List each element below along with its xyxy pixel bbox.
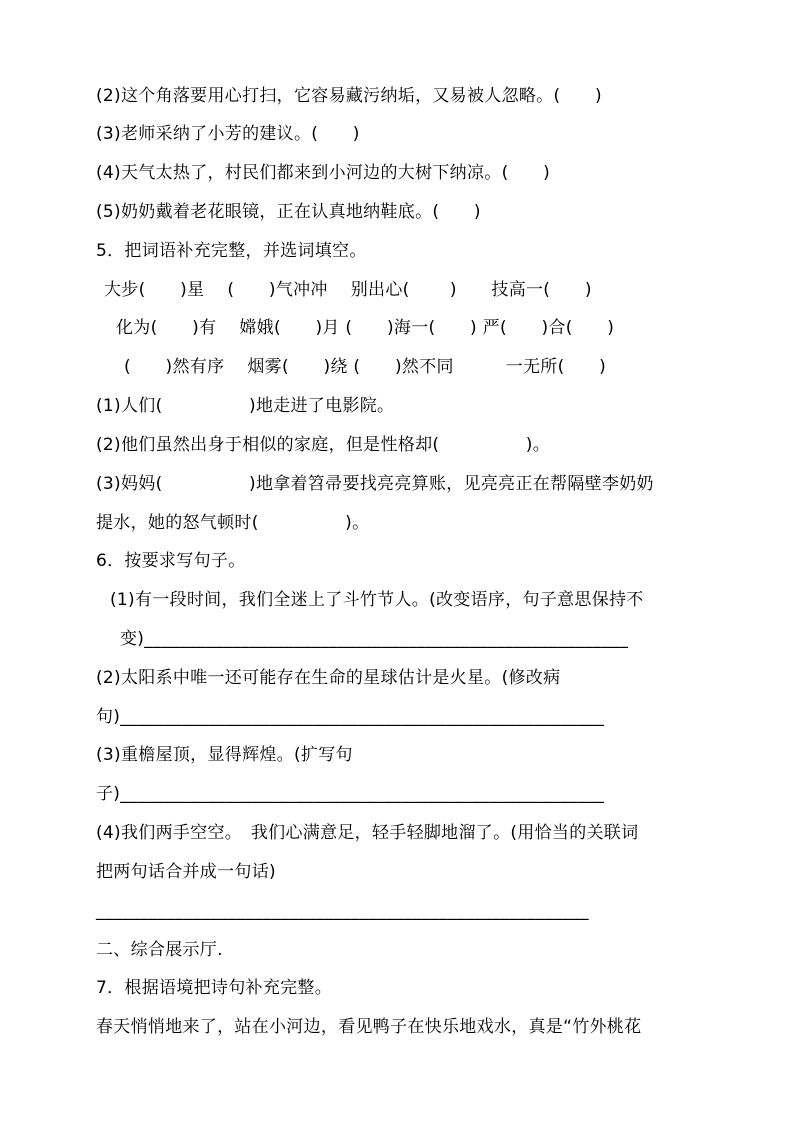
q6-item-2: (2)太阳系中唯一还可能存在生命的星球估计是火星。(修改病 [96,668,561,688]
q5-fill-2: (2)他们虽然出身于相似的家庭，但是性格却( )。 [96,435,551,455]
q6-item-4: (4)我们两手空空。 我们心满意足，轻手轻脚地溜了。(用恰当的关联词 [96,823,639,843]
q6-item-4-answer: ________________________________________________________ [96,901,589,921]
q6-item-3-answer: 子)_______________________________________________________ [96,784,605,804]
q4-item-5: (5)奶奶戴着老花眼镜，正在认真地纳鞋底。( ) [96,202,481,222]
section-2-heading: 二、综合展示厅. [96,940,223,960]
q7-context: 春天悄悄地来了，站在小河边，看见鸭子在快乐地戏水，真是“竹外桃花 [96,1017,642,1037]
q5-fill-3: (3)妈妈( )地拿着笤帚要找亮亮算账，见亮亮正在帮隔壁李奶奶 [96,474,654,494]
q6-item-2-answer: 句)_______________________________________________________ [96,707,605,727]
q5-fill-3-cont: 提水，她的怒气顿时( )。 [96,513,370,533]
q6-item-1: (1)有一段时间，我们全迷上了斗竹节人。(改变语序，句子意思保持不 [110,590,644,610]
q6-heading: 6．按要求写句子。 [96,551,246,571]
q5-words-row-1: 大步( )星 ( )气冲冲 别出心( ) 技高一( ) [104,280,592,300]
q6-item-4-cont: 把两句话合并成一句话) [96,862,276,882]
q4-item-2: (2)这个角落要用心打扫，它容易藏污纳垢，又易被人忽略。( ) [96,86,602,106]
q4-item-4: (4)天气太热了，村民们都来到小河边的大树下纳凉。( ) [96,163,551,183]
q6-item-1-answer: 变)_______________________________________________________ [120,629,629,649]
q5-fill-1: (1)人们( )地走进了电影院。 [96,396,395,416]
q6-item-3: (3)重檐屋顶，显得辉煌。(扩写句 [96,745,353,765]
q5-words-row-2: 化为( )有 嫦娥( )月 ( )海一( ) 严( )合( ) [116,318,615,338]
q5-heading: 5．把词语补充完整，并选词填空。 [96,241,367,261]
q7-heading: 7．根据语境把诗句补充完整。 [96,978,333,998]
q4-item-3: (3)老师采纳了小芳的建议。( ) [96,124,360,144]
q5-words-row-3: ( )然有序 烟雾( )绕 ( )然不同 一无所( ) [124,357,607,377]
